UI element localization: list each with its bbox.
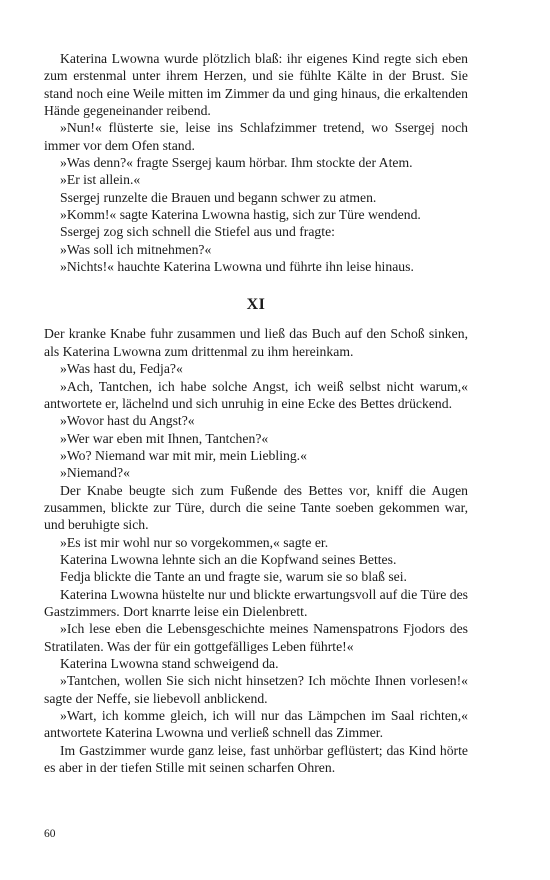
- page-body: [44, 50, 468, 776]
- paragraph: Katerina Lwowna lehnte sich an die Kopfwand seines Bettes.: [60, 551, 397, 567]
- paragraph: »Tantchen, wollen Sie sich nicht hinsetzen? Ich möchte Ihnen vorlesen!« sagte der Neffe, sie liebevoll anblickend.: [44, 673, 468, 706]
- paragraph: Ssergej zog sich schnell die Stiefel aus und fragte:: [60, 224, 335, 240]
- paragraph: Katerina Lwowna wurde plötzlich blaß: ihr eigenes Kind regte sich eben zum erstenmal unter ihrem Herzen, und sie fühlte Kälte in der Brust. Sie stand noch eine Weile mitten im Zimmer da und ging hinaus, die erkaltenden Hände gegeneinander reibend.: [44, 51, 468, 119]
- paragraph: »Wo? Niemand war mit mir, mein Liebling.«: [60, 447, 307, 463]
- paragraph: Der Knabe beugte sich zum Fußende des Bettes vor, kniff die Augen zusammen, blickte zur Türe, durch die seine Tante soeben gekommen war, und beruhigte sich.: [44, 482, 468, 533]
- paragraph: »Nun!« flüsterte sie, leise ins Schlafzimmer tretend, wo Ssergej noch immer vor dem Ofen stand.: [44, 120, 468, 153]
- paragraph: »Er ist allein.«: [60, 172, 141, 188]
- paragraph: »Wer war eben mit Ihnen, Tantchen?«: [60, 430, 269, 446]
- paragraph: »Komm!« sagte Katerina Lwowna hastig, sich zur Türe wendend.: [60, 207, 421, 223]
- paragraph: Ssergej runzelte die Brauen und begann schwer zu atmen.: [60, 189, 377, 205]
- chapter-first-paragraph: Der kranke Knabe fuhr zusammen und ließ das Buch auf den Schoß sinken, als Katerina Lwowna zum drittenmal zu ihm hereinkam.: [44, 326, 468, 359]
- paragraph: »Ich lese eben die Lebensgeschichte meines Namenspatrons Fjodors des Stratilaten. Was der für ein gottgefälliges Leben führte!«: [44, 621, 468, 654]
- paragraph: Im Gastzimmer wurde ganz leise, fast unhörbar geflüstert; das Kind hörte es aber in der tiefen Stille mit seinen scharfen Ohren.: [44, 742, 468, 776]
- paragraph: »Wart, ich komme gleich, ich will nur das Lämpchen im Saal richten,« antwortete Katerina Lwowna und verließ schnell das Zimmer.: [44, 708, 468, 741]
- paragraph: »Was soll ich mitnehmen?«: [60, 241, 212, 257]
- paragraph: Katerina Lwowna stand schweigend da.: [60, 656, 279, 671]
- paragraph: »Wovor hast du Angst?«: [60, 413, 195, 429]
- paragraph: »Es ist mir wohl nur so vorgekommen,« sagte er.: [60, 534, 329, 550]
- paragraph: »Was hast du, Fedja?«: [60, 361, 183, 377]
- paragraph: »Niemand?«: [60, 465, 130, 481]
- paragraph: Katerina Lwowna hüstelte nur und blickte erwartungsvoll auf die Türe des Gastzimmers. Dort knarrte leise ein Dielenbrett.: [44, 586, 468, 619]
- paragraph: »Ach, Tantchen, ich habe solche Angst, ich weiß selbst nicht warum,« antwortete er, lächelnd und sich unruhig in eine Ecke des Bettes drückend.: [44, 378, 468, 411]
- page-number: 60: [44, 828, 56, 840]
- chapter-heading: XI: [246, 296, 266, 314]
- paragraph: »Nichts!« hauchte Katerina Lwowna und führte ihn leise hinaus.: [60, 259, 414, 275]
- paragraph: »Was denn?« fragte Ssergej kaum hörbar. Ihm stockte der Atem.: [60, 155, 413, 171]
- paragraph: Fedja blickte die Tante an und fragte sie, warum sie so blaß sei.: [60, 569, 407, 585]
